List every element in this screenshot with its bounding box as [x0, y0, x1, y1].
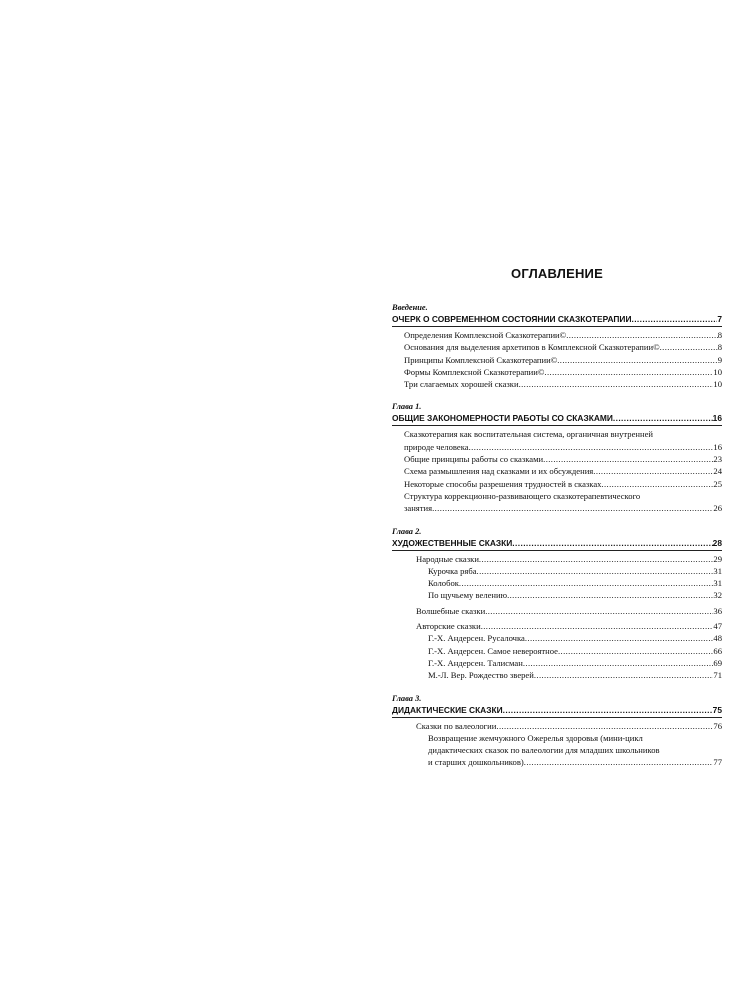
page-number: 25: [713, 478, 722, 489]
page-number: 29: [713, 553, 722, 564]
toc-entry[interactable]: Сказки по валеологии ..... 76: [392, 720, 722, 732]
toc-entry[interactable]: Общие принципы работы со сказками ..... 23: [392, 453, 722, 465]
page-number: 10: [713, 366, 722, 377]
page-number: 24: [713, 466, 722, 477]
toc-entry[interactable]: Три слагаемых хорошей сказки ..... 10: [392, 378, 722, 390]
table-of-contents: [392, 266, 722, 780]
page-number: 75: [712, 704, 722, 715]
section-label: Глава 1.: [392, 402, 422, 412]
page-number: 36: [713, 605, 722, 616]
toc-entry[interactable]: Народные сказки ..... 29: [392, 553, 722, 565]
toc-entry[interactable]: Основания для выделения архетипов в Комплексной Сказкотерапии© ..... 8: [392, 341, 722, 353]
toc-section-chapter-1: [392, 401, 722, 514]
page-number: 7: [717, 314, 722, 324]
toc-entry[interactable]: Курочка ряба ..... 31: [392, 565, 722, 577]
toc-entry[interactable]: Формы Комплексной Сказкотерапии© ..... 10: [392, 366, 722, 378]
section-heading[interactable]: ХУДОЖЕСТВЕННЫЕ СКАЗКИ ..... 28: [392, 537, 722, 551]
page-number: 26: [713, 503, 722, 514]
page-number: 32: [713, 590, 722, 601]
page-number: 47: [713, 621, 722, 632]
toc-section-chapter-2: [392, 526, 722, 682]
page-number: 77: [713, 757, 722, 768]
page-number: 28: [712, 537, 722, 548]
page-number: 8: [717, 342, 722, 353]
section-label: Глава 3.: [392, 693, 422, 703]
toc-entry[interactable]: Г.-Х. Андерсен. Талисман ..... 69: [392, 657, 722, 669]
page-number: 71: [713, 670, 722, 681]
page-number: 23: [713, 454, 722, 465]
section-heading[interactable]: ДИДАКТИЧЕСКИЕ СКАЗКИ ..... 75: [392, 704, 722, 718]
page-number: 66: [713, 645, 722, 656]
page-number: 31: [713, 578, 722, 589]
toc-entry-multiline[interactable]: Возвращение жемчужного Ожерелья здоровья (мини-цикл дидактических сказок по валеологии для младших школьников и старших дошкольников) ..... 77: [392, 732, 722, 769]
page-number: 48: [713, 633, 722, 644]
toc-entry-multiline[interactable]: Сказкотерапия как воспитательная система, органичная внутренней природе человека ..... 16: [392, 428, 722, 453]
page-number: 9: [717, 354, 722, 365]
page-number: 76: [713, 720, 722, 731]
toc-entry[interactable]: Некоторые способы разрешения трудностей в сказках ..... 25: [392, 478, 722, 490]
toc-entry[interactable]: Схема размышления над сказками и их обсуждения ..... 24: [392, 465, 722, 477]
toc-entry[interactable]: Колобок ..... 31: [392, 577, 722, 589]
toc-entry[interactable]: Принципы Комплексной Сказкотерапии© ..... 9: [392, 354, 722, 366]
section-heading[interactable]: ОБЩИЕ ЗАКОНОМЕРНОСТИ РАБОТЫ СО СКАЗКАМИ ..... 16: [392, 412, 722, 426]
toc-entry[interactable]: Определения Комплексной Сказкотерапии© ..... 8: [392, 329, 722, 341]
toc-section-chapter-3: [392, 693, 722, 769]
section-label: Глава 2.: [392, 526, 422, 536]
toc-entry[interactable]: Г.-Х. Андерсен. Самое невероятное ..... 66: [392, 645, 722, 657]
page-number: 16: [713, 441, 722, 452]
toc-entry[interactable]: Авторские сказки ..... 47: [392, 620, 722, 632]
toc-title: ОГЛАВЛЕНИЕ: [511, 266, 603, 281]
page-number: 69: [713, 657, 722, 668]
section-label: Введение.: [392, 303, 428, 312]
toc-entry[interactable]: Волшебные сказки ..... 36: [392, 605, 722, 617]
toc-entry-multiline[interactable]: Структура коррекционно-развивающего сказкотерапевтического занятия ..... 26: [392, 490, 722, 515]
toc-entry[interactable]: По щучьему велению ..... 32: [392, 589, 722, 601]
section-heading[interactable]: ОЧЕРК О СОВРЕМЕННОМ СОСТОЯНИИ СКАЗКОТЕРАПИИ ..... 7: [392, 313, 722, 327]
page-number: 31: [713, 565, 722, 576]
toc-entry[interactable]: Г.-Х. Андерсен. Русалочка ..... 48: [392, 632, 722, 644]
page-number: 10: [713, 379, 722, 390]
toc-section-introduction: [392, 302, 722, 390]
toc-entry[interactable]: М.-Л. Вер. Рождество зверей ..... 71: [392, 669, 722, 681]
page-number: 16: [712, 413, 722, 424]
page-number: 8: [717, 330, 722, 340]
